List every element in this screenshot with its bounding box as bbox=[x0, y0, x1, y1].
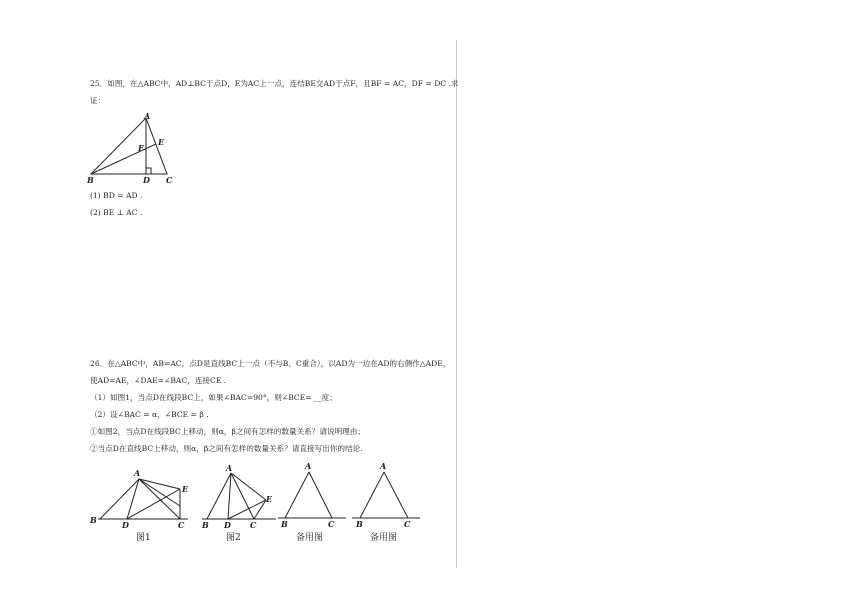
q25-stem-line2: 证： bbox=[90, 96, 106, 105]
q26-spare-figure-1 bbox=[276, 458, 348, 544]
q26-fig2-label-D: D bbox=[224, 520, 231, 530]
q26-sub1: ①如图2，当点D在线段BC上移动，则α，β之间有怎样的数量关系？请说明理由； bbox=[90, 427, 365, 436]
q25-figure bbox=[84, 110, 184, 186]
q26-fig2-label-C: C bbox=[250, 520, 257, 530]
q25-stem-line1: 25．如图，在△ABC中，AD⊥BC于点D，E为AC上一点，连结BE交AD于点F，且BF = AC，DF = DC .求 bbox=[90, 79, 459, 88]
q26-spare2-label-A: A bbox=[380, 461, 387, 471]
q26-stem-line1: 26．在△ABC中，AB=AC，点D是直线BC上一点（不与B、C重合），以AD为一边在AD的右侧作△ADE， bbox=[90, 359, 451, 368]
q25-label-C: C bbox=[166, 175, 173, 185]
q26-spare1-label-A: A bbox=[305, 461, 312, 471]
q26-fig2-label-E: E bbox=[266, 494, 273, 504]
q26-spare2-caption: 备用图 bbox=[370, 533, 398, 543]
page-divider bbox=[456, 40, 457, 568]
q26-fig2-label-A: A bbox=[226, 463, 233, 473]
q26-stem-line2: 使AD=AE，∠DAE=∠BAC，连接CE . bbox=[90, 376, 227, 385]
q26-part2: （2）设∠BAC = α，∠BCE = β . bbox=[90, 410, 209, 419]
q26-sub2: ②当点D在直线BC上移动，则α，β之间有怎样的数量关系？请直接写出你的结论. bbox=[90, 444, 363, 453]
q26-fig1-label-A: A bbox=[134, 468, 141, 478]
q26-fig1-caption: 图1 bbox=[136, 533, 151, 543]
q25-part1: (1) BD = AD . bbox=[90, 191, 143, 200]
q26-fig2-label-B: B bbox=[202, 520, 209, 530]
q26-part1: （1）如图1，当点D在线段BC上，如果∠BAC=90°，则∠BCE= __度； bbox=[90, 393, 337, 402]
q26-fig1-label-E: E bbox=[182, 484, 189, 494]
q26-spare1-label-C: C bbox=[328, 519, 335, 529]
q26-fig1-label-C: C bbox=[178, 520, 185, 530]
q26-spare1-caption: 备用图 bbox=[296, 533, 324, 543]
q25-label-E: E bbox=[158, 137, 165, 147]
q25-part2: (2) BE ⊥ AC . bbox=[90, 208, 143, 217]
q26-figure-1 bbox=[88, 464, 200, 544]
q26-spare2-label-C: C bbox=[404, 519, 411, 529]
q26-spare-figure-2 bbox=[348, 458, 422, 544]
q26-fig1-label-B: B bbox=[90, 515, 97, 525]
q26-fig1-label-D: D bbox=[122, 520, 129, 530]
q26-fig2-caption: 图2 bbox=[226, 533, 241, 543]
q26-figure-2 bbox=[200, 460, 280, 544]
q25-label-D: D bbox=[143, 175, 150, 185]
q25-label-A: A bbox=[144, 111, 151, 121]
q25-label-F: F bbox=[138, 143, 144, 153]
q25-label-B: B bbox=[87, 175, 94, 185]
q26-spare1-label-B: B bbox=[281, 519, 288, 529]
q26-spare2-label-B: B bbox=[356, 519, 363, 529]
